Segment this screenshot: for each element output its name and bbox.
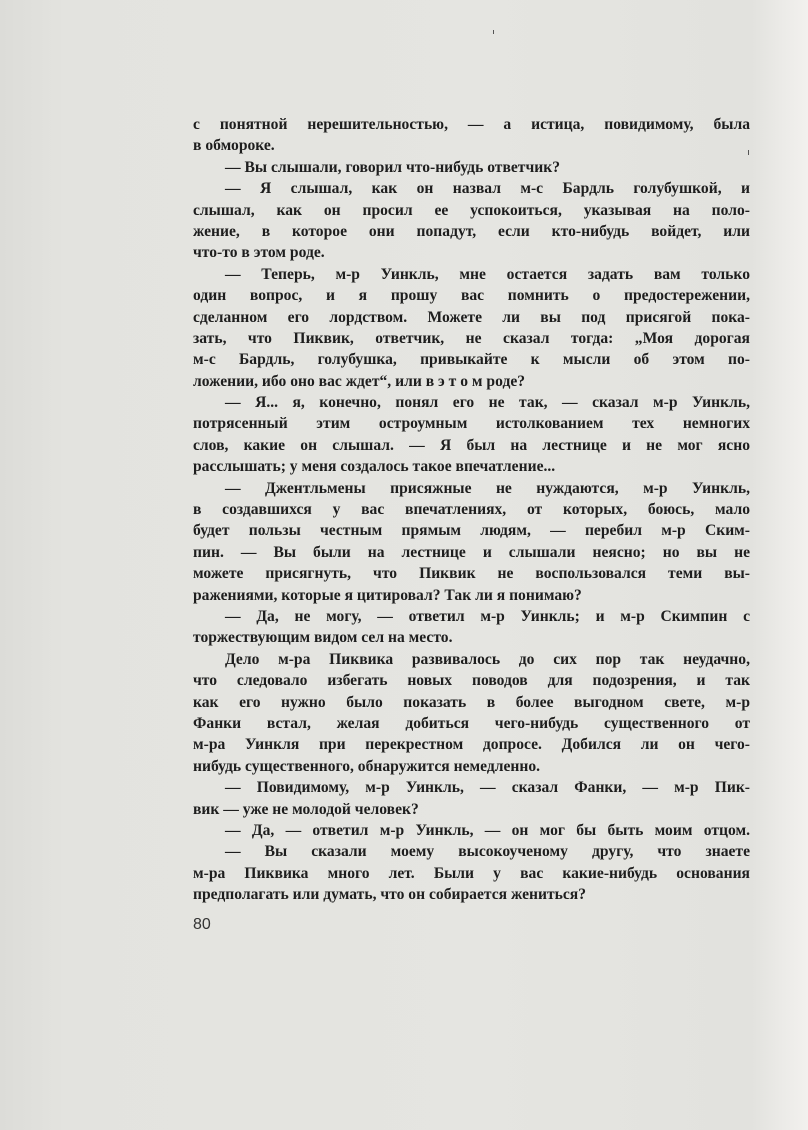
text-line: ложении, ибо оно вас ждет“, или в э т о м роде? [193, 372, 526, 390]
text-line: предполагать или думать, что он собирается жениться? [193, 886, 587, 904]
text-line: будет пользы честным прямым людям, — перебил м-р Ским- [193, 522, 750, 540]
text-line: м-с Бардль, голубушка, привыкайте к мысли об этом по- [193, 351, 750, 369]
text-line: Дело м-ра Пиквика развивалось до сих пор так неудачно, [225, 650, 750, 668]
text-line: что-то в этом роде. [193, 244, 325, 262]
text-line: — Я... я, конечно, понял его не так, — сказал м-р Уинкль, [225, 394, 750, 412]
text-line: можете присягнуть, что Пиквик не воспользовался теми вы- [193, 565, 750, 583]
text-line: — Теперь, м-р Уинкль, мне остается задать вам только [225, 265, 750, 283]
text-line: — Вы сказали моему высокоученому другу, что знаете [225, 843, 750, 861]
text-line: зать, что Пиквик, ответчик, не сказал тогда: „Моя дорогая [193, 329, 750, 347]
text-line: м-ра Пиквика много лет. Были у вас какие-нибудь основания [193, 864, 750, 882]
text-line: потрясенный этим остроумным истолкованием тех немногих [193, 415, 750, 433]
text-line: пин. — Вы были на лестнице и слышали неясно; но вы не [193, 543, 750, 561]
text-line: как его нужно было показать в более выгодном свете, м-р [193, 693, 750, 711]
text-line: м-ра Уинкля при перекрестном допросе. Добился ли он чего- [193, 736, 750, 754]
text-line: — Джентльмены присяжные не нуждаются, м-р Уинкль, [225, 479, 750, 497]
text-line: — Я слышал, как он назвал м-с Бардль голубушкой, и [225, 180, 750, 198]
text-line: один вопрос, и я прошу вас помнить о предостережении, [193, 287, 750, 305]
text-line: жение, в которое они попадут, если кто-нибудь войдет, или [193, 222, 750, 240]
text-line: — Повидимому, м-р Уинкль, — сказал Фанки, — м-р Пик- [225, 779, 750, 797]
text-line: Фанки встал, желая добиться чего-нибудь существенного от [193, 714, 750, 732]
text-line: ражениями, которые я цитировал? Так ли я понимаю? [193, 586, 582, 604]
text-line: слов, какие он слышал. — Я был на лестнице и не мог ясно [193, 436, 750, 454]
text-line: вик — уже не молодой человек? [193, 800, 419, 818]
text-line: — Да, — ответил м-р Уинкль, — он мог бы быть моим отцом. [225, 821, 750, 839]
text-line: в обмороке. [193, 137, 275, 155]
text-line: в создавшихся у вас впечатлениях, от которых, боюсь, мало [193, 501, 750, 519]
text-line: с понятной нерешительностью, — а истица, повидимому, была [193, 116, 750, 133]
page-number: 80 [193, 916, 211, 933]
text-line: — Да, не могу, — ответил м-р Уинкль; и м-р Скимпин с [225, 607, 750, 625]
text-line: торжествующим видом сел на место. [193, 629, 453, 647]
text-line: что следовало избегать новых поводов для подозрения, и так [193, 672, 750, 690]
text-line: сделанном его лордством. Можете ли вы под присягой пока- [193, 308, 750, 326]
text-line: — Вы слышали, говорил что-нибудь ответчик? [225, 158, 561, 176]
text-line: нибудь существенного, обнаружится немедленно. [193, 757, 541, 775]
page-body-text [193, 114, 750, 905]
text-line: расслышать; у меня создалось такое впечатление... [193, 458, 556, 476]
scan-speck [493, 30, 494, 34]
text-line: слышал, как он просил ее успокоиться, указывая на поло- [193, 201, 750, 219]
